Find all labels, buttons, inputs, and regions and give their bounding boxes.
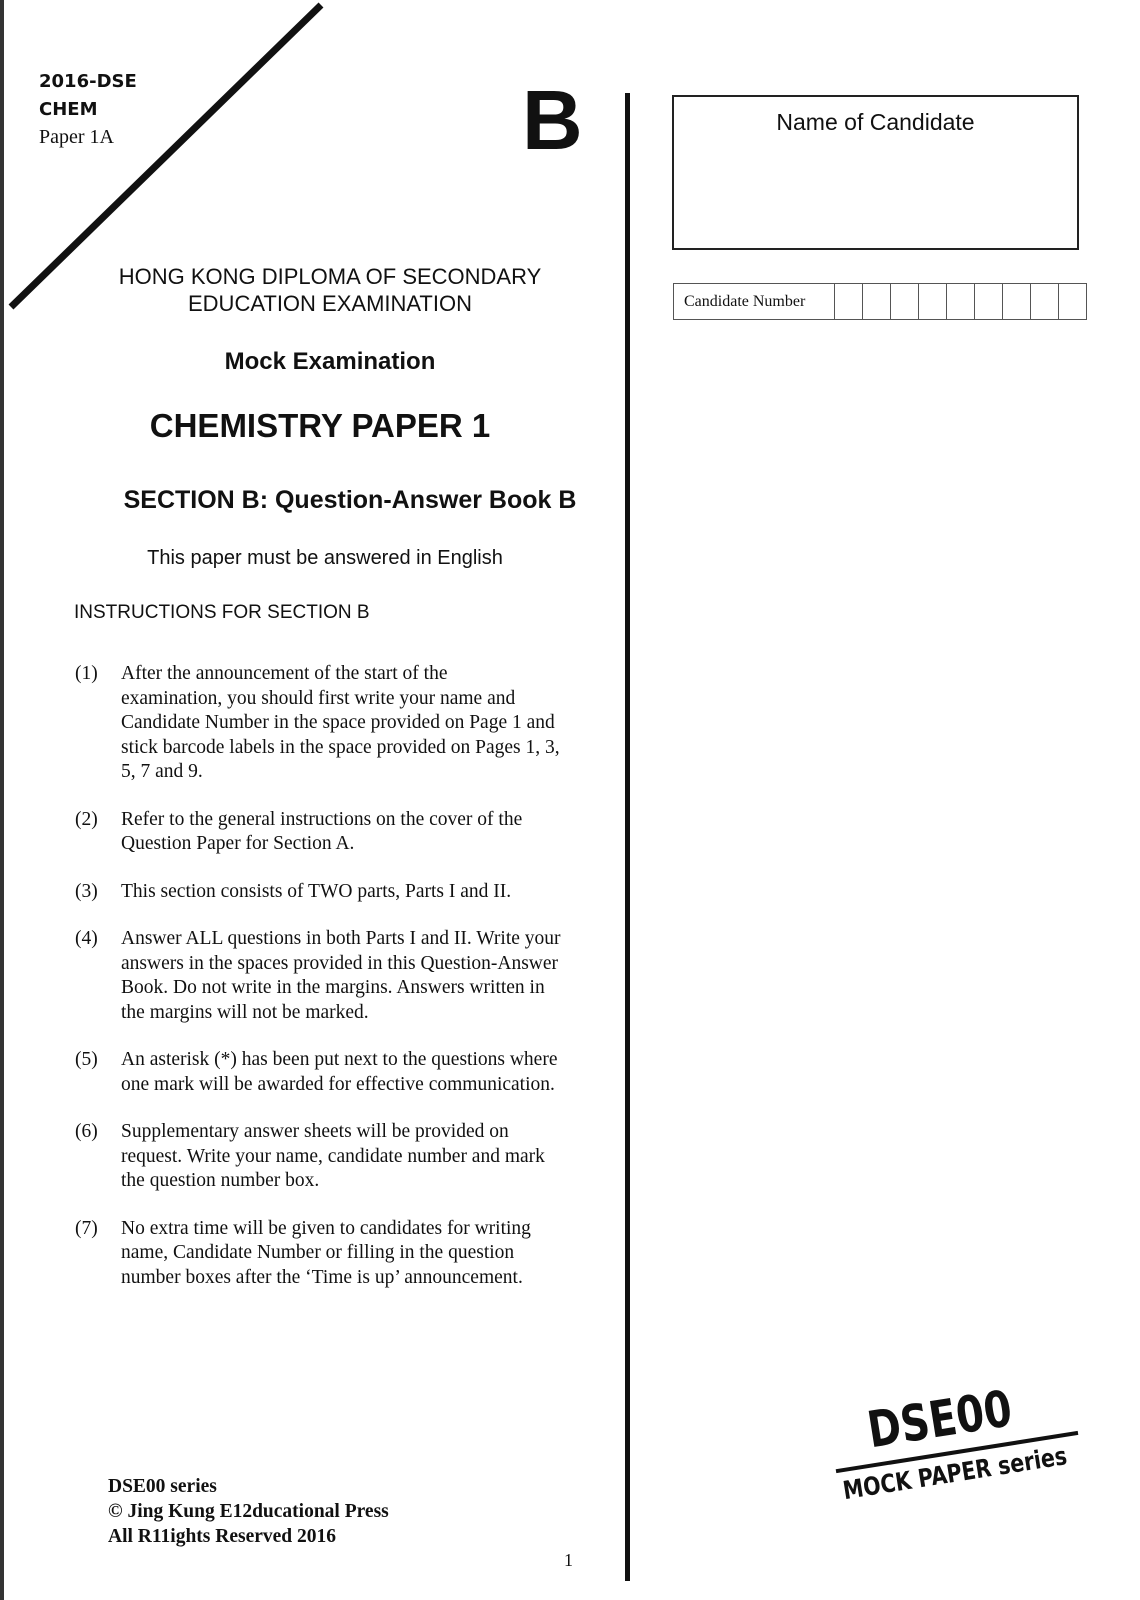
candidate-number-cell[interactable] bbox=[947, 284, 975, 319]
book-letter: B bbox=[522, 73, 583, 167]
logo-main: DSE00 bbox=[863, 1379, 1016, 1460]
instruction-number: (2) bbox=[75, 808, 98, 830]
candidate-number-label: Candidate Number bbox=[674, 284, 835, 319]
language-note: This paper must be answered in English bbox=[147, 547, 503, 569]
instruction-line: request. Write your name, candidate number and mark bbox=[121, 1145, 545, 1167]
instruction-line: 5, 7 and 9. bbox=[121, 761, 203, 782]
instruction-item bbox=[75, 662, 615, 785]
candidate-number-cell[interactable] bbox=[975, 284, 1003, 319]
logo-sub: MOCK PAPER series bbox=[840, 1441, 1069, 1506]
rights-notice: All R11ights Reserved 2016 bbox=[108, 1526, 337, 1547]
instruction-number: (7) bbox=[75, 1217, 98, 1239]
instructions-heading: INSTRUCTIONS FOR SECTION B bbox=[74, 602, 370, 623]
instruction-item bbox=[75, 1217, 615, 1291]
instruction-line: stick barcode labels in the space provided on Pages 1, 3, bbox=[121, 736, 560, 758]
instruction-item bbox=[75, 1048, 615, 1097]
mock-heading: Mock Examination bbox=[224, 348, 436, 375]
instruction-text bbox=[121, 880, 511, 905]
name-of-candidate-box[interactable] bbox=[672, 95, 1079, 250]
instructions-list bbox=[75, 662, 615, 1313]
instruction-line: An asterisk (*) has been put next to the questions where bbox=[121, 1049, 558, 1070]
exam-year: 2016-DSE bbox=[39, 71, 137, 92]
instruction-line: one mark will be awarded for effective communication. bbox=[121, 1073, 555, 1095]
instruction-number: (4) bbox=[75, 928, 98, 949]
instruction-line: answers in the spaces provided in this Question-Answer bbox=[121, 952, 559, 974]
instruction-line: the margins will not be marked. bbox=[121, 1001, 369, 1023]
instruction-line: This section consists of TWO parts, Parts I and II. bbox=[121, 880, 512, 902]
exam-authority bbox=[40, 263, 620, 317]
candidate-number-cell[interactable] bbox=[1003, 284, 1031, 319]
paper-code: Paper 1A bbox=[39, 126, 114, 148]
instruction-line: Book. Do not write in the margins. Answers written in bbox=[121, 977, 545, 998]
candidate-number-cell[interactable] bbox=[891, 284, 919, 319]
instruction-number: (5) bbox=[75, 1049, 98, 1070]
section-title: SECTION B: Question-Answer Book B bbox=[123, 486, 577, 514]
candidate-number-cell[interactable] bbox=[863, 284, 891, 319]
instruction-text bbox=[121, 927, 561, 1025]
instruction-line: Question Paper for Section A. bbox=[121, 833, 355, 854]
candidate-number-cell[interactable] bbox=[919, 284, 947, 319]
copyright: © Jing Kung E12ducational Press bbox=[108, 1501, 389, 1522]
paper-title: CHEMISTRY PAPER 1 bbox=[149, 407, 491, 444]
instruction-line: name, Candidate Number or filling in the question bbox=[121, 1242, 515, 1263]
instruction-line: the question number box. bbox=[121, 1170, 320, 1191]
authority-line-2: EDUCATION EXAMINATION bbox=[188, 291, 472, 316]
instruction-text bbox=[121, 808, 522, 857]
divider-line bbox=[625, 93, 630, 1581]
instruction-item bbox=[75, 1120, 615, 1194]
instruction-item bbox=[75, 808, 615, 857]
candidate-number-cell[interactable] bbox=[1059, 284, 1086, 319]
instruction-text bbox=[121, 662, 560, 785]
footer-publisher bbox=[108, 1474, 389, 1549]
name-of-candidate-label: Name of Candidate bbox=[776, 109, 975, 135]
instruction-line: No extra time will be given to candidates for writing bbox=[121, 1217, 531, 1239]
candidate-number-cell[interactable] bbox=[1031, 284, 1059, 319]
instruction-line: number boxes after the ‘Time is up’ announcement. bbox=[121, 1266, 523, 1288]
instruction-line: Refer to the general instructions on the cover of the bbox=[121, 808, 523, 830]
instruction-number: (1) bbox=[75, 663, 98, 684]
instruction-line: Answer ALL questions in both Parts I and II. Write your bbox=[121, 928, 561, 949]
dse00-logo bbox=[826, 1369, 1092, 1527]
instruction-line: After the announcement of the start of the bbox=[121, 663, 448, 684]
instruction-line: Candidate Number in the space provided on Page 1 and bbox=[121, 712, 555, 733]
instruction-text bbox=[121, 1217, 531, 1291]
instruction-text bbox=[121, 1048, 557, 1097]
instruction-number: (6) bbox=[75, 1121, 98, 1142]
subject-code: CHEM bbox=[39, 99, 98, 120]
instruction-line: examination, you should first write your name and bbox=[121, 687, 516, 709]
instruction-line: Supplementary answer sheets will be provided on bbox=[121, 1121, 509, 1142]
series-name: DSE00 series bbox=[108, 1476, 217, 1497]
candidate-number-row bbox=[673, 283, 1087, 320]
authority-line-1: HONG KONG DIPLOMA OF SECONDARY bbox=[118, 264, 542, 289]
instruction-item bbox=[75, 927, 615, 1025]
instruction-text bbox=[121, 1120, 545, 1194]
page-number: 1 bbox=[564, 1550, 573, 1570]
candidate-number-cell[interactable] bbox=[835, 284, 863, 319]
instruction-item bbox=[75, 880, 615, 905]
instruction-number: (3) bbox=[75, 880, 98, 902]
